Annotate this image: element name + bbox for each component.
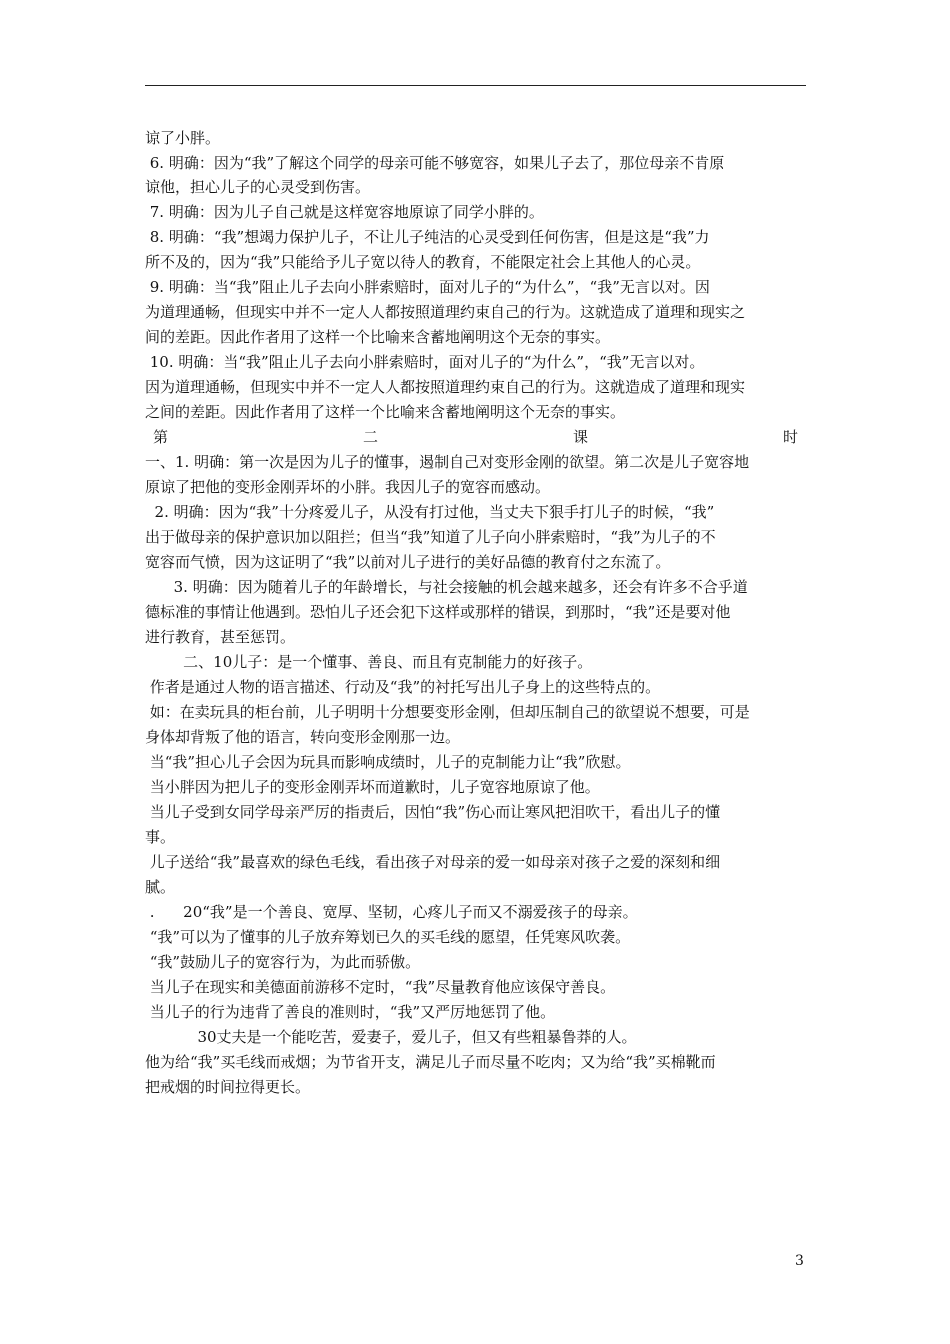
text-line: 间的差距。因此作者用了这样一个比喻来含蓄地阐明这个无奈的事实。	[145, 328, 611, 346]
text-line: 作者是通过人物的语言描述、行动及“我”的衬托写出儿子身上的这些特点的。	[145, 678, 661, 696]
text-line: 二、10儿子：是一个懂事、善良、而且有克制能力的好孩子。	[145, 653, 593, 671]
text-line: 进行教育，甚至惩罚。	[145, 628, 296, 646]
text-line: 3. 明确：因为随着儿子的年龄增长，与社会接触的机会越来越多，还会有许多不合乎道	[145, 578, 748, 596]
section-heading	[145, 426, 806, 448]
text-line: 一、1. 明确：第一次是因为儿子的懂事，遏制自己对变形金刚的欲望。第二次是儿子宽容地	[145, 453, 750, 471]
heading-char: 时	[782, 428, 798, 446]
text-line: “我”可以为了懂事的儿子放弃筹划已久的买毛线的愿望，任凭寒风吹袭。	[145, 928, 631, 946]
text-line: 原谅了把他的变形金刚弄坏的小胖。我因儿子的宽容而感动。	[145, 478, 551, 496]
text-line: 出于做母亲的保护意识加以阻拦；但当“我”知道了儿子向小胖索赔时，“我”为儿子的不	[145, 528, 716, 546]
text-line: 如：在卖玩具的柜台前，儿子明明十分想要变形金刚，但却压制自己的欲望说不想要，可是	[145, 703, 750, 721]
text-line: 当小胖因为把儿子的变形金刚弄坏而道歉时，儿子宽容地原谅了他。	[145, 778, 600, 796]
text-line: 德标准的事情让他遇到。恐怕儿子还会犯下这样或那样的错误，到那时，“我”还是要对他	[145, 603, 731, 621]
text-line: 宽容而气愤，因为这证明了“我”以前对儿子进行的美好品德的教育付之东流了。	[145, 553, 671, 571]
heading-char: 二	[362, 428, 378, 446]
text-line: 把戒烟的时间拉得更长。	[145, 1078, 311, 1096]
text-line: 谅他，担心儿子的心灵受到伤害。	[145, 178, 371, 196]
text-line: “我”鼓励儿子的宽容行为，为此而骄傲。	[145, 953, 421, 971]
text-line: 事。	[145, 828, 176, 846]
text-line: 6. 明确：因为“我”了解这个同学的母亲可能不够宽容，如果儿子去了，那位母亲不肯原	[145, 154, 725, 172]
text-line: 身体却背叛了他的语言，转向变形金刚那一边。	[145, 728, 461, 746]
text-line: 9. 明确：当“我”阻止儿子去向小胖索赔时，面对儿子的“为什么”，“我”无言以对。因	[145, 278, 710, 296]
text-line: 当“我”担心儿子会因为玩具而影响成绩时，儿子的克制能力让“我”欣慰。	[145, 753, 631, 771]
text-line: 因为道理通畅，但现实中并不一定人人都按照道理约束自己的行为。这就造成了道理和现实	[145, 378, 746, 396]
text-line: 为道理通畅，但现实中并不一定人人都按照道理约束自己的行为。这就造成了道理和现实之	[145, 303, 746, 321]
text-line: 7. 明确：因为儿子自己就是这样宽容地原谅了同学小胖的。	[145, 203, 544, 221]
text-line: 当儿子受到女同学母亲严厉的指责后，因怕“我”伤心而让寒风把泪吹干，看出儿子的懂	[145, 803, 721, 821]
page-number: 3	[795, 1253, 804, 1269]
text-line: 30丈夫是一个能吃苦，爱妻子，爱儿子，但又有些粗暴鲁莽的人。	[145, 1028, 637, 1046]
text-line: 腻。	[145, 878, 176, 896]
text-line: 所不及的，因为“我”只能给予儿子宽以待人的教育，不能限定社会上其他人的心灵。	[145, 253, 701, 271]
heading-char: 课	[572, 428, 588, 446]
text-line: 谅了小胖。	[145, 129, 221, 147]
header-rule	[145, 85, 806, 86]
text-line: 他为给“我”买毛线而戒烟；为节省开支，满足儿子而尽量不吃肉；又为给“我”买棉靴而	[145, 1053, 716, 1071]
text-line: 2. 明确：因为“我”十分疼爱儿子，从没有打过他，当丈夫下狠手打儿子的时候，“我”	[145, 503, 715, 521]
text-line: . 20“我”是一个善良、宽厚、坚韧，心疼儿子而又不溺爱孩子的母亲。	[145, 903, 638, 921]
text-line: 之间的差距。因此作者用了这样一个比喻来含蓄地阐明这个无奈的事实。	[145, 403, 626, 421]
heading-char: 第	[153, 428, 169, 446]
text-line: 儿子送给“我”最喜欢的绿色毛线，看出孩子对母亲的爱一如母亲对孩子之爱的深刻和细	[145, 853, 721, 871]
text-line: 8. 明确：“我”想竭力保护儿子，不让儿子纯洁的心灵受到任何伤害，但是这是“我”力	[145, 228, 710, 246]
text-line: 当儿子在现实和美德面前游移不定时，“我”尽量教育他应该保守善良。	[145, 978, 616, 996]
text-line: 当儿子的行为违背了善良的准则时，“我”又严厉地惩罚了他。	[145, 1003, 556, 1021]
text-line: 10. 明确：当“我”阻止儿子去向小胖索赔时，面对儿子的“为什么”，“我”无言以对。	[145, 353, 705, 371]
